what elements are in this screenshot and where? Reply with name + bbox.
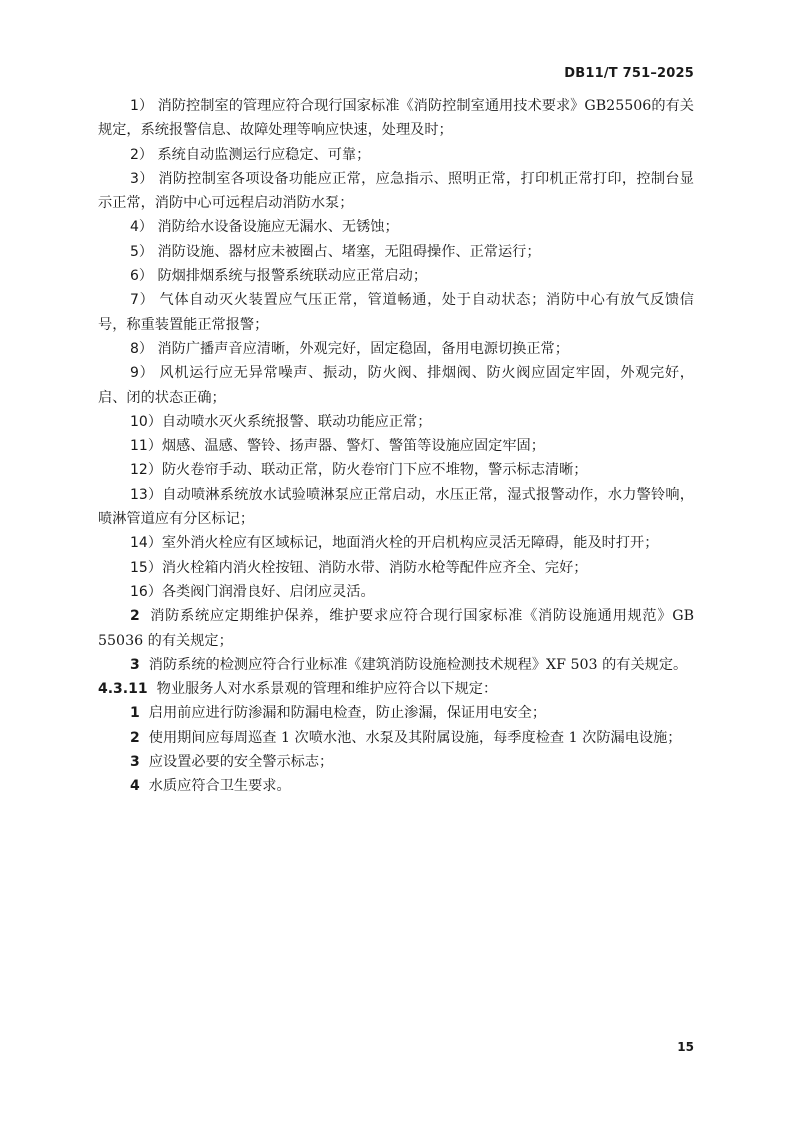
item-text: 防火卷帘手动、联动正常，防火卷帘门下应不堆物，警示标志清晰； xyxy=(161,462,588,479)
list-item xyxy=(98,94,694,143)
list-item xyxy=(98,143,694,167)
section-item xyxy=(98,750,694,774)
item-number: 10） xyxy=(130,413,162,430)
item-number: 11） xyxy=(130,438,162,455)
document-code: DB11/T 751–2025 xyxy=(564,66,694,81)
section-item-number: 1 xyxy=(130,705,140,722)
section-item-number: 4 xyxy=(130,778,140,795)
section-item xyxy=(98,701,694,725)
item-text: 系统自动监测运行应稳定、可靠； xyxy=(157,146,371,163)
item-text: 气体自动灭火装置应气压正常，管道畅通，处于自动状态；消防中心有放气反馈信号，称重装置能正常报警； xyxy=(98,292,694,333)
list-item xyxy=(98,288,694,337)
section-item-text: 使用期间应每周巡查 1 次喷水池、水泵及其附属设施，每季度检查 1 次防漏电设施； xyxy=(148,729,682,746)
item-number: 8） xyxy=(130,340,153,357)
item-text: 消防控制室各项设备功能应正常，应急指示、照明正常，打印机正常打印，控制台显示正常，消防中心可远程启动消防水泵； xyxy=(98,170,694,212)
section-item xyxy=(98,726,694,750)
item-text: 烟感、温感、警铃、扬声器、警灯、警笛等设施应固定牢固； xyxy=(161,438,545,455)
item-text: 自动喷淋系统放水试验喷淋泵应正常启动，水压正常，湿式报警动作，水力警铃响，喷淋管道应有分区标记； xyxy=(98,486,694,528)
list-item xyxy=(98,556,694,580)
item-text: 防烟排烟系统与报警系统联动应正常启动； xyxy=(157,268,428,285)
list-item xyxy=(98,337,694,361)
item-text: 消防给水设备设施应无漏水、无锈蚀； xyxy=(157,219,399,236)
list-item xyxy=(98,434,694,458)
item-number: 2） xyxy=(130,146,153,163)
clause-text: 消防系统的检测应符合行业标准《建筑消防设施检测技术规程》XF 503 的有关规定。 xyxy=(148,656,688,673)
list-item xyxy=(98,264,694,288)
item-text: 消火栓箱内消火栓按钮、消防水带、消防水枪等配件应齐全、完好； xyxy=(161,559,588,576)
item-number: 1） xyxy=(130,98,153,114)
list-item xyxy=(98,483,694,532)
item-text: 消防控制室的管理应符合现行国家标准《消防控制室通用技术要求》GB25506的有关规定，系统报警信息、故障处理等响应快速，处理及时； xyxy=(98,98,694,139)
item-text: 风机运行应无异常噪声、振动，防火阀、排烟阀、防火阀应固定牢固，外观完好，启、闭的状态正确； xyxy=(98,365,694,406)
item-number: 3） xyxy=(130,170,154,187)
section-text: 物业服务人对水系景观的管理和维护应符合以下规定： xyxy=(156,681,498,698)
item-number: 9） xyxy=(130,365,155,382)
clause-number: 3 xyxy=(130,656,140,673)
item-number: 7） xyxy=(130,292,155,309)
item-number: 13） xyxy=(130,486,163,503)
item-text: 自动喷水灭火系统报警、联动功能应正常； xyxy=(161,413,432,430)
section-item-text: 水质应符合卫生要求。 xyxy=(148,778,291,795)
section-item-number: 2 xyxy=(130,729,140,746)
item-number: 6） xyxy=(130,268,153,285)
list-item xyxy=(98,458,694,482)
section-item-number: 3 xyxy=(130,754,140,771)
item-number: 16） xyxy=(130,583,162,600)
list-item xyxy=(98,361,694,410)
item-number: 5） xyxy=(130,243,153,260)
item-number: 14） xyxy=(130,535,162,552)
list-item xyxy=(98,531,694,555)
list-item xyxy=(98,240,694,264)
item-text: 消防广播声音应清晰，外观完好，固定稳固，备用电源切换正常； xyxy=(157,340,569,357)
list-item xyxy=(98,167,694,216)
section-item xyxy=(98,774,694,798)
section-number: 4.3.11 xyxy=(98,681,148,698)
item-number: 15） xyxy=(130,559,162,576)
clause-3 xyxy=(98,653,694,677)
page-number: 15 xyxy=(677,1040,694,1054)
list-item xyxy=(98,215,694,239)
clause-text: 消防系统应定期维护保养，维护要求应符合现行国家标准《消防设施通用规范》GB 55036 的有关规定； xyxy=(98,608,694,649)
section-heading xyxy=(98,677,694,701)
section-item-text: 启用前应进行防渗漏和防漏电检查，防止渗漏，保证用电安全； xyxy=(148,705,547,722)
section-item-text: 应设置必要的安全警示标志； xyxy=(148,754,334,771)
list-item xyxy=(98,410,694,434)
item-number: 12） xyxy=(130,462,162,479)
item-number: 4） xyxy=(130,219,153,236)
item-text: 各类阀门润滑良好、启闭应灵活。 xyxy=(161,583,375,600)
list-item xyxy=(98,580,694,604)
clause-number: 2 xyxy=(130,608,140,625)
item-text: 室外消火栓应有区域标记，地面消火栓的开启机构应灵活无障碍，能及时打开； xyxy=(161,535,659,552)
document-body xyxy=(98,94,694,799)
clause-2 xyxy=(98,604,694,653)
item-text: 消防设施、器材应未被圈占、堵塞，无阻碍操作、正常运行； xyxy=(157,243,541,260)
